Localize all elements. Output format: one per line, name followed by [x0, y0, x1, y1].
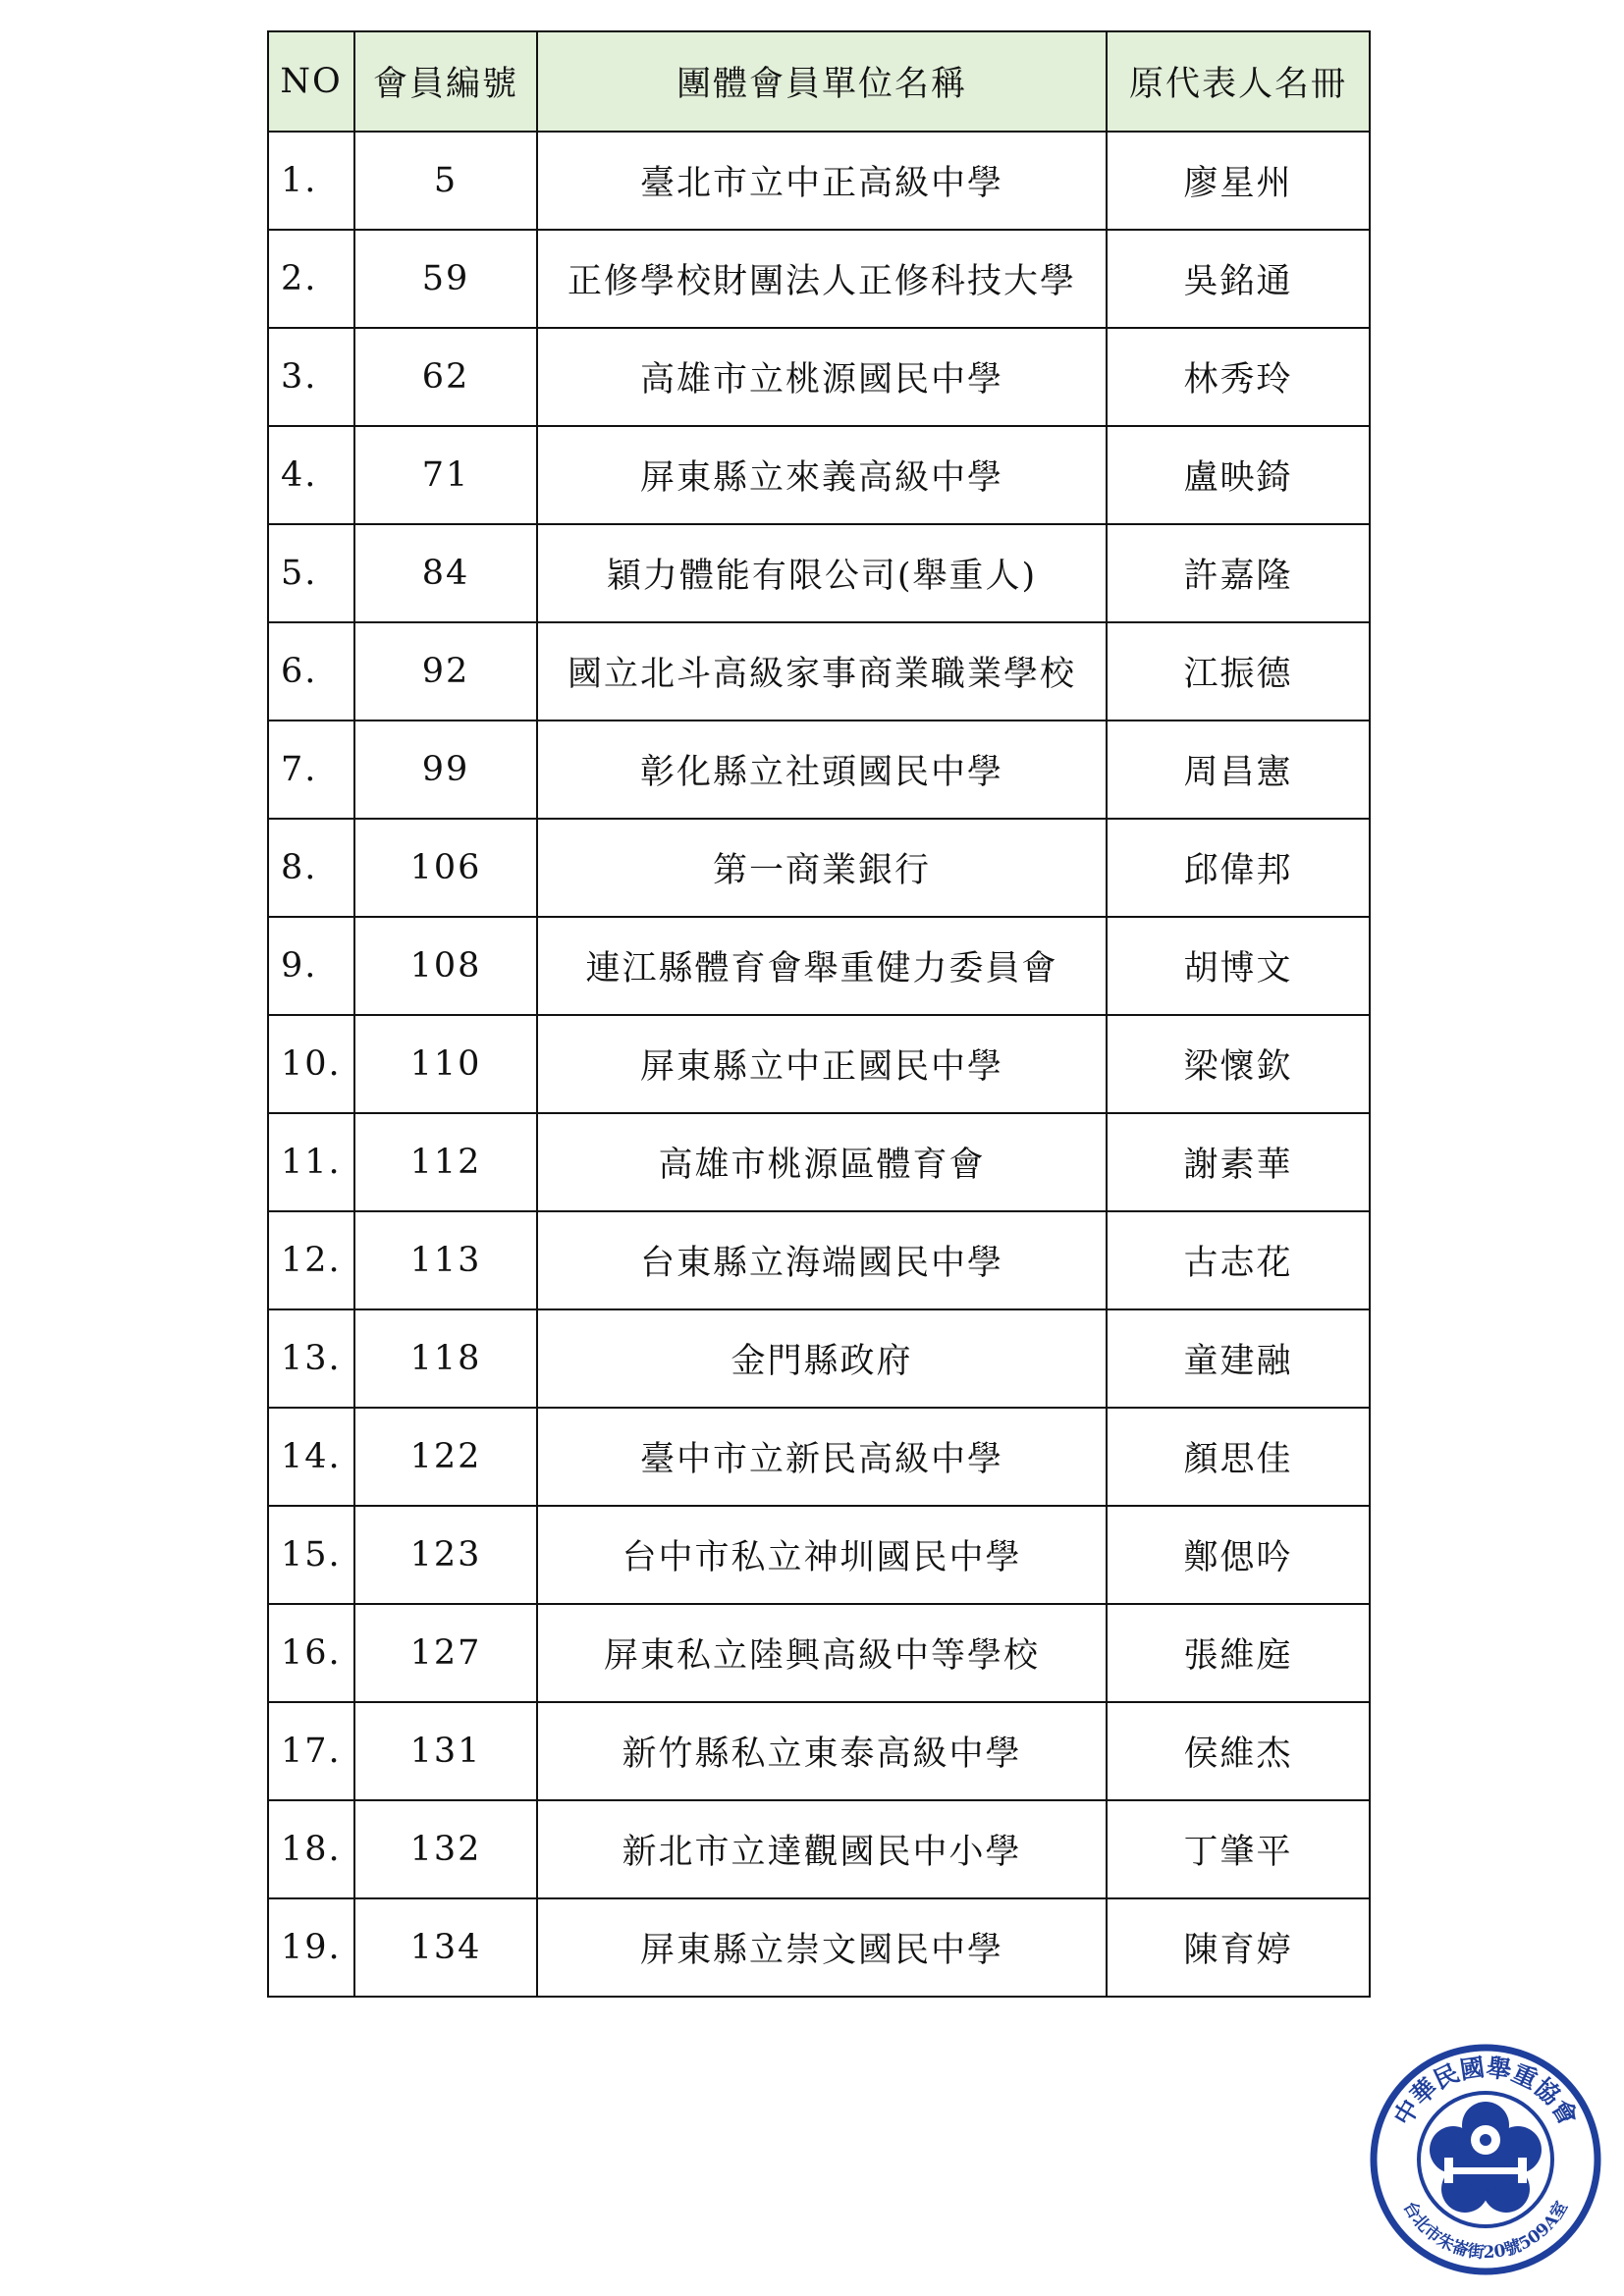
cell-representative: 童建融 [1107, 1309, 1370, 1408]
cell-no: 10. [268, 1015, 354, 1113]
table-header [268, 31, 1370, 132]
cell-member-id: 127 [354, 1604, 537, 1702]
cell-representative: 陳育婷 [1107, 1898, 1370, 1997]
cell-member-id: 62 [354, 328, 537, 426]
cell-unit-name: 高雄市桃源區體育會 [537, 1113, 1107, 1211]
cell-unit-name: 新北市立達觀國民中小學 [537, 1800, 1107, 1898]
cell-unit-name: 臺北市立中正高級中學 [537, 132, 1107, 230]
table-row [268, 721, 1370, 819]
cell-representative: 胡博文 [1107, 917, 1370, 1015]
cell-no: 9. [268, 917, 354, 1015]
cell-no: 13. [268, 1309, 354, 1408]
cell-no: 8. [268, 819, 354, 917]
table-row [268, 622, 1370, 721]
cell-no: 18. [268, 1800, 354, 1898]
cell-no: 15. [268, 1506, 354, 1604]
cell-no: 11. [268, 1113, 354, 1211]
table-row [268, 426, 1370, 524]
table-row [268, 328, 1370, 426]
cell-representative: 侯維杰 [1107, 1702, 1370, 1800]
cell-representative: 林秀玲 [1107, 328, 1370, 426]
cell-unit-name: 台中市私立神圳國民中學 [537, 1506, 1107, 1604]
table-row [268, 1604, 1370, 1702]
header-unit-name: 團體會員單位名稱 [537, 31, 1107, 132]
table-row [268, 230, 1370, 328]
cell-member-id: 84 [354, 524, 537, 622]
table-row [268, 917, 1370, 1015]
cell-unit-name: 彰化縣立社頭國民中學 [537, 721, 1107, 819]
cell-no: 14. [268, 1408, 354, 1506]
cell-representative: 邱偉邦 [1107, 819, 1370, 917]
plum-blossom-icon [1430, 2102, 1542, 2213]
cell-unit-name: 屏東私立陸興高級中等學校 [537, 1604, 1107, 1702]
cell-no: 17. [268, 1702, 354, 1800]
cell-member-id: 134 [354, 1898, 537, 1997]
table-row [268, 132, 1370, 230]
cell-representative: 周昌憲 [1107, 721, 1370, 819]
header-member-id: 會員編號 [354, 31, 537, 132]
cell-no: 2. [268, 230, 354, 328]
table-row [268, 819, 1370, 917]
cell-unit-name: 屏東縣立中正國民中學 [537, 1015, 1107, 1113]
table-row [268, 524, 1370, 622]
cell-representative: 鄭偲吟 [1107, 1506, 1370, 1604]
cell-unit-name: 屏東縣立崇文國民中學 [537, 1898, 1107, 1997]
member-table [267, 30, 1371, 1998]
cell-unit-name: 高雄市立桃源國民中學 [537, 328, 1107, 426]
cell-member-id: 5 [354, 132, 537, 230]
cell-representative: 江振德 [1107, 622, 1370, 721]
seal-name-text: 中華民國舉重協會 [1387, 2053, 1584, 2131]
table-row [268, 1702, 1370, 1800]
table-row [268, 1898, 1370, 1997]
cell-member-id: 113 [354, 1211, 537, 1309]
header-row [268, 31, 1370, 132]
cell-member-id: 110 [354, 1015, 537, 1113]
table-body [268, 132, 1370, 1997]
header-no: NO [268, 31, 354, 132]
table-row [268, 1309, 1370, 1408]
header-representative: 原代表人名冊 [1107, 31, 1370, 132]
table-row [268, 1800, 1370, 1898]
cell-member-id: 92 [354, 622, 537, 721]
cell-member-id: 118 [354, 1309, 537, 1408]
cell-representative: 張維庭 [1107, 1604, 1370, 1702]
cell-unit-name: 國立北斗高級家事商業職業學校 [537, 622, 1107, 721]
cell-member-id: 132 [354, 1800, 537, 1898]
cell-unit-name: 新竹縣私立東泰高級中學 [537, 1702, 1107, 1800]
cell-unit-name: 第一商業銀行 [537, 819, 1107, 917]
cell-representative: 許嘉隆 [1107, 524, 1370, 622]
cell-member-id: 59 [354, 230, 537, 328]
cell-unit-name: 連江縣體育會舉重健力委員會 [537, 917, 1107, 1015]
association-seal [1368, 2042, 1603, 2277]
cell-no: 16. [268, 1604, 354, 1702]
cell-no: 5. [268, 524, 354, 622]
cell-no: 1. [268, 132, 354, 230]
cell-no: 7. [268, 721, 354, 819]
cell-representative: 顏思佳 [1107, 1408, 1370, 1506]
cell-member-id: 112 [354, 1113, 537, 1211]
table-row [268, 1113, 1370, 1211]
cell-unit-name: 屏東縣立來義高級中學 [537, 426, 1107, 524]
cell-unit-name: 台東縣立海端國民中學 [537, 1211, 1107, 1309]
cell-unit-name: 穎力體能有限公司(舉重人) [537, 524, 1107, 622]
table-row [268, 1408, 1370, 1506]
cell-no: 3. [268, 328, 354, 426]
table-row [268, 1015, 1370, 1113]
cell-member-id: 71 [354, 426, 537, 524]
cell-representative: 梁懷欽 [1107, 1015, 1370, 1113]
cell-unit-name: 正修學校財團法人正修科技大學 [537, 230, 1107, 328]
cell-representative: 丁肇平 [1107, 1800, 1370, 1898]
cell-representative: 盧映錡 [1107, 426, 1370, 524]
cell-representative: 古志花 [1107, 1211, 1370, 1309]
cell-no: 12. [268, 1211, 354, 1309]
cell-no: 4. [268, 426, 354, 524]
cell-representative: 謝素華 [1107, 1113, 1370, 1211]
cell-member-id: 108 [354, 917, 537, 1015]
cell-member-id: 106 [354, 819, 537, 917]
table-row [268, 1506, 1370, 1604]
cell-no: 6. [268, 622, 354, 721]
cell-member-id: 99 [354, 721, 537, 819]
table-row [268, 1211, 1370, 1309]
cell-representative: 廖星州 [1107, 132, 1370, 230]
cell-unit-name: 金門縣政府 [537, 1309, 1107, 1408]
cell-representative: 吳銘通 [1107, 230, 1370, 328]
cell-member-id: 122 [354, 1408, 537, 1506]
cell-no: 19. [268, 1898, 354, 1997]
cell-member-id: 131 [354, 1702, 537, 1800]
seal-address-text: 台北市朱崙街20號509A室 [1398, 2198, 1573, 2264]
cell-member-id: 123 [354, 1506, 537, 1604]
cell-unit-name: 臺中市立新民高級中學 [537, 1408, 1107, 1506]
